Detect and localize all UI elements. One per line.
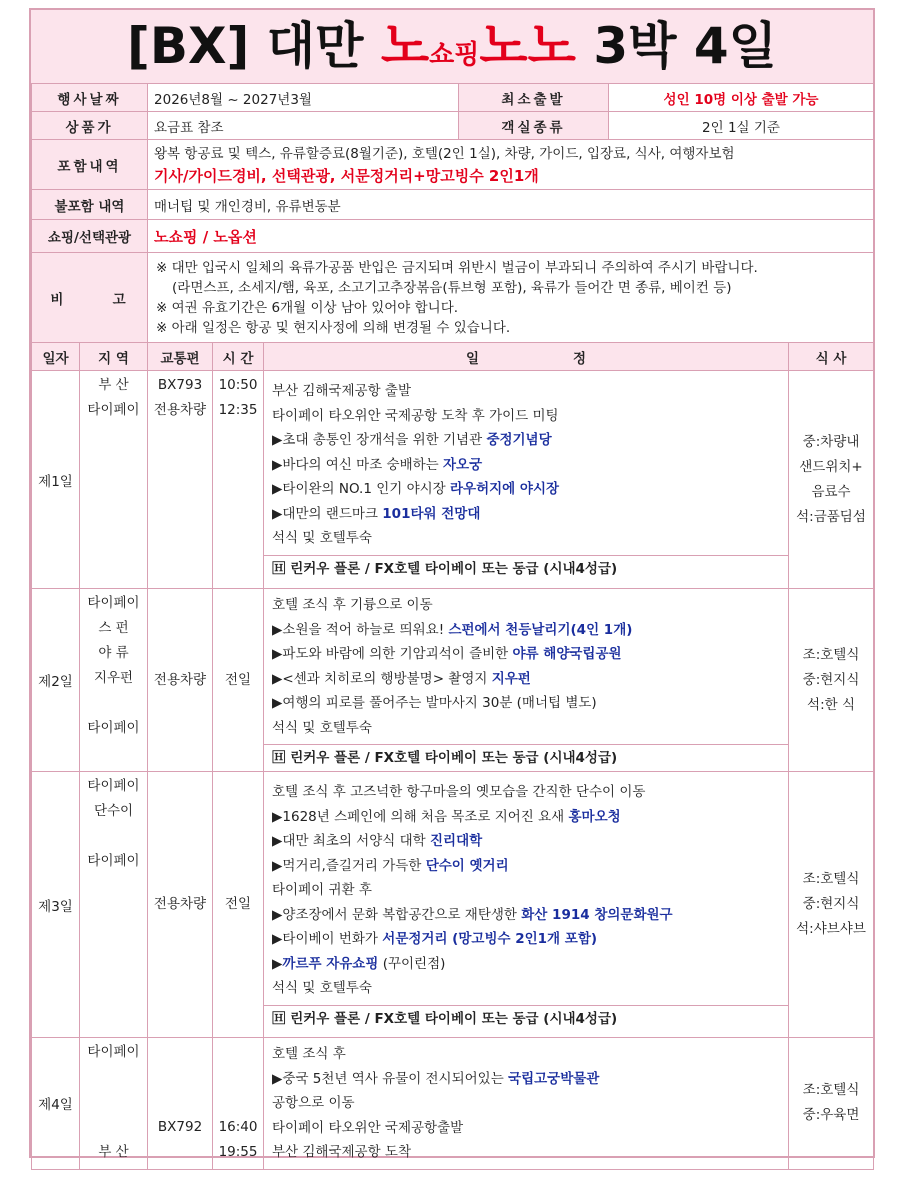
day-meal <box>789 772 874 1038</box>
day-transport <box>148 772 213 1038</box>
schedule-text: (꾸이린점) <box>378 955 446 972</box>
hotel-line: 🄷 린커우 플론 / FX호텔 타이베이 또는 동급 (시내4성급) <box>264 744 788 771</box>
day-row <box>32 371 874 589</box>
schedule-text: ▶파도와 바람에 의한 기암괴석이 즐비한 <box>272 646 513 662</box>
region-line: 타이페이 <box>87 778 140 794</box>
schedule-text: 타이페이 타오위안 국제공항출발 <box>272 1119 464 1136</box>
day-label: 제2일 <box>32 589 80 772</box>
region-line <box>82 1090 145 1115</box>
day-schedule <box>264 1038 789 1170</box>
region-line: 부 산 <box>98 1144 129 1160</box>
transport-line: BX793 <box>157 377 203 393</box>
time-line <box>215 1090 261 1115</box>
day-time <box>213 371 264 589</box>
note-line: ※ 여권 유효기간은 6개월 이상 남아 있어야 합니다. <box>156 299 459 316</box>
region-line: 타이페이 <box>87 1044 140 1060</box>
region-line <box>82 824 145 849</box>
meal-line: 중:현지식 <box>802 671 860 688</box>
header-day: 일자 <box>32 343 80 371</box>
schedule-highlight: 스펀에서 천등날리기(4인 1개) <box>448 621 633 638</box>
day-region <box>80 589 148 772</box>
region-line <box>82 1115 145 1140</box>
schedule-text: ▶먹거리,즐길거리 가득한 <box>272 857 426 874</box>
title-small: 쇼핑 <box>429 40 480 70</box>
region-line: 지우펀 <box>93 670 134 686</box>
day-label: 제1일 <box>32 371 80 589</box>
schedule-highlight: 단수이 옛거리 <box>425 857 509 874</box>
day-transport <box>148 371 213 589</box>
region-line: 타이페이 <box>87 720 140 736</box>
schedule-line <box>272 691 780 716</box>
hotel-line: 🄷 린커우 플론 / FX호텔 타이베이 또는 동급 (시내4성급) <box>264 1005 788 1032</box>
day-time <box>213 589 264 772</box>
schedule-text: ▶바다의 여신 마조 숭배하는 <box>272 456 444 473</box>
schedule-line <box>272 829 780 854</box>
time-line: 12:35 <box>218 402 258 418</box>
incl-red: 기사/가이드경비, 선택관광, 서문정거리+망고빙수 2인1개 <box>154 166 539 185</box>
time-line: 16:40 <box>218 1119 258 1135</box>
meal-line: 석:한 식 <box>807 696 855 713</box>
schedule-text: 호텔 조식 후 <box>272 1046 346 1062</box>
schedule-line <box>272 667 780 692</box>
title-prefix: [BX] 대만 <box>127 17 381 75</box>
schedule-highlight: 진리대학 <box>429 833 483 849</box>
schedule-highlight: 야류 해양국립공원 <box>512 646 622 662</box>
region-line: 타이페이 <box>87 595 140 611</box>
meal-line: 중:우육면 <box>802 1107 860 1124</box>
region-line: 부 산 <box>98 377 129 393</box>
schedule-text: ▶소원을 적어 하늘로 띄워요! <box>272 621 449 638</box>
shop-value: 노쇼핑 / 노옵션 <box>148 220 874 253</box>
schedule-text: ▶대만 최초의 서양식 대학 <box>272 833 430 849</box>
schedule-text: ▶타이베이 번화가 <box>272 931 383 947</box>
day-schedule <box>264 772 789 1038</box>
schedule-line <box>272 952 780 977</box>
schedule-line <box>272 1067 780 1092</box>
schedule-text: ▶<센과 치히로의 행방불명> 촬영지 <box>272 670 492 687</box>
schedule-line <box>272 976 780 1001</box>
schedule-highlight: 화산 1914 창의문화원구 <box>521 906 673 923</box>
schedule-line <box>272 903 780 928</box>
schedule-text: ▶중국 5천년 역사 유물이 전시되어있는 <box>272 1070 509 1087</box>
schedule-line <box>272 477 780 502</box>
notes-cell <box>148 253 874 343</box>
schedule-text: 타이페이 타오위안 국제공항 도착 후 가이드 미팅 <box>272 407 559 424</box>
region-line: 타이페이 <box>87 853 140 869</box>
schedule-line <box>272 642 780 667</box>
day-schedule <box>264 589 789 772</box>
min-value: 성인 10명 이상 출발 가능 <box>609 84 874 112</box>
schedule-highlight: 서문정거리 (망고빙수 2인1개 포함) <box>382 931 598 947</box>
schedule-text: ▶대만의 랜드마크 <box>272 505 383 522</box>
incl-value: 왕복 항공료 및 텍스, 유류할증료(8월기준), 호텔(2인 1실), 차량, 가이드, 입장료, 식사, 여행자보험 <box>154 145 735 162</box>
schedule-text: 부산 김해국제공항 도착 <box>272 1144 412 1160</box>
day-time <box>213 772 264 1038</box>
room-value: 2인 1실 기준 <box>609 112 874 140</box>
transport-line <box>150 1065 210 1090</box>
schedule-line <box>272 1091 780 1116</box>
schedule-header <box>32 343 874 371</box>
page-title <box>31 10 873 84</box>
schedule-text: 공항으로 이동 <box>272 1095 355 1111</box>
price-value: 요금표 참조 <box>148 112 459 140</box>
note-line: (라면스프, 소세지/햄, 육포, 소고기고추장볶음(튜브형 포함), 육류가 들어간 면 종류, 베이컨 등) <box>172 279 732 296</box>
schedule-line <box>272 878 780 903</box>
schedule-line <box>272 404 780 429</box>
transport-line <box>150 1140 210 1165</box>
meal-line: 석:금품딤섬 <box>796 508 866 525</box>
price-label: 상품가 <box>32 112 148 140</box>
itinerary-table <box>31 83 874 1170</box>
date-value: 2026년8월 ~ 2027년3월 <box>148 84 459 112</box>
schedule-text: 부산 김해국제공항 출발 <box>272 383 412 399</box>
incl-label: 포함내역 <box>32 140 148 190</box>
region-line: 야 류 <box>98 645 129 661</box>
region-line <box>82 1065 145 1090</box>
schedule-line <box>272 1042 780 1067</box>
excl-value: 매너팁 및 개인경비, 유류변동분 <box>148 190 874 220</box>
day-schedule <box>264 371 789 589</box>
schedule-text: ▶타이완의 NO.1 인기 야시장 <box>272 481 450 497</box>
meal-line: 중:현지식 <box>802 896 860 912</box>
schedule-text: ▶초대 총통인 장개석을 위한 기념관 <box>272 432 487 448</box>
schedule-text: ▶양조장에서 문화 복합공간으로 재탄생한 <box>272 906 522 923</box>
transport-line: 전용차량 <box>153 402 207 418</box>
schedule-line <box>272 927 780 952</box>
region-line: 단수이 <box>93 803 134 819</box>
note-label: 비 고 <box>32 253 148 343</box>
schedule-line <box>272 453 780 478</box>
title-red-1: 노 <box>380 17 430 75</box>
title-suffix: 3박 4일 <box>575 17 777 75</box>
schedule-highlight: 중정기념당 <box>486 432 552 448</box>
day-label: 제3일 <box>32 772 80 1038</box>
title-red-2: 노노 <box>479 17 576 75</box>
day-transport <box>148 589 213 772</box>
meal-line: 조:호텔식 <box>802 646 860 663</box>
min-label: 최소출발 <box>459 84 609 112</box>
schedule-line <box>272 1140 780 1165</box>
note-line: ※ 대만 입국시 일체의 육류가공품 반입은 금지되며 위반시 벌금이 부과되니 주의하여 주시기 바랍니다. <box>156 259 758 276</box>
day-label: 제4일 <box>32 1038 80 1170</box>
incl-cell <box>148 140 874 190</box>
region-line: 타이페이 <box>87 402 140 418</box>
schedule-line <box>272 379 780 404</box>
note-line: ※ 아래 일정은 항공 및 현지사정에 의해 변경될 수 있습니다. <box>156 319 511 336</box>
meal-line: 석:샤브샤브 <box>796 921 866 937</box>
schedule-highlight: 자오궁 <box>443 456 483 473</box>
schedule-text: ▶1628년 스페인에 의해 처음 목조로 지어진 요새 <box>272 808 569 825</box>
day-row <box>32 589 874 772</box>
schedule-text: ▶여행의 피로를 풀어주는 발마사지 30분 (매너팁 별도) <box>272 695 597 711</box>
region-line <box>82 691 145 716</box>
day-region <box>80 1038 148 1170</box>
schedule-line <box>272 1116 780 1141</box>
schedule-text: 석식 및 호텔투숙 <box>272 980 372 996</box>
day-meal <box>789 371 874 589</box>
region-line: 스 펀 <box>98 620 129 636</box>
schedule-line <box>272 428 780 453</box>
schedule-line <box>272 593 780 618</box>
time-line <box>215 1040 261 1065</box>
header-transport: 교통편 <box>148 343 213 371</box>
day-region <box>80 772 148 1038</box>
hotel-line: 🄷 린커우 플론 / FX호텔 타이베이 또는 동급 (시내4성급) <box>264 555 788 582</box>
schedule-line <box>272 526 780 551</box>
schedule-highlight: 홍마오청 <box>568 808 621 825</box>
day-meal <box>789 1038 874 1170</box>
header-time: 시 간 <box>213 343 264 371</box>
time-line: 전일 <box>224 671 252 688</box>
header-schedule: 일 정 <box>264 343 789 371</box>
transport-line: 전용차량 <box>153 896 207 912</box>
day-row <box>32 1038 874 1170</box>
shop-label: 쇼핑/선택관광 <box>32 220 148 253</box>
schedule-highlight: 까르푸 자유쇼핑 <box>282 955 379 972</box>
excl-label: 불포함 내역 <box>32 190 148 220</box>
meal-line: 중:차량내 <box>802 433 860 450</box>
schedule-highlight: 지우펀 <box>491 670 531 687</box>
schedule-highlight: 101타워 전망대 <box>382 505 481 522</box>
day-region <box>80 371 148 589</box>
transport-line <box>150 1040 210 1065</box>
transport-line: BX792 <box>157 1119 203 1135</box>
time-line: 전일 <box>224 896 252 912</box>
schedule-text: ▶ <box>272 955 283 972</box>
schedule-highlight: 국립고궁박물관 <box>508 1070 600 1087</box>
header-region: 지 역 <box>80 343 148 371</box>
schedule-line <box>272 502 780 527</box>
schedule-text: 석식 및 호텔투숙 <box>272 530 372 546</box>
time-line: 10:50 <box>218 377 258 393</box>
time-line: 19:55 <box>218 1144 258 1160</box>
day-row <box>32 772 874 1038</box>
schedule-text: 석식 및 호텔투숙 <box>272 719 372 736</box>
transport-line <box>150 1090 210 1115</box>
date-label: 행사날짜 <box>32 84 148 112</box>
time-line <box>215 1065 261 1090</box>
meal-line: 샌드위치+ <box>799 458 863 475</box>
schedule-text: 호텔 조식 후 기륭으로 이동 <box>272 597 433 613</box>
schedule-text: 타이페이 귀환 후 <box>272 882 372 898</box>
schedule-line <box>272 780 780 805</box>
schedule-highlight: 라우허지에 야시장 <box>450 481 560 497</box>
meal-line: 조:호텔식 <box>802 871 860 887</box>
transport-line: 전용차량 <box>153 671 207 688</box>
day-transport <box>148 1038 213 1170</box>
schedule-line <box>272 854 780 879</box>
meal-line: 음료수 <box>811 483 851 500</box>
room-label: 객실종류 <box>459 112 609 140</box>
meal-line: 조:호텔식 <box>802 1082 860 1099</box>
header-meal: 식 사 <box>789 343 874 371</box>
schedule-line <box>272 716 780 741</box>
day-meal <box>789 589 874 772</box>
schedule-text: 호텔 조식 후 고즈넉한 항구마을의 옛모습을 간직한 단수이 이동 <box>272 784 646 800</box>
schedule-line <box>272 618 780 643</box>
day-time <box>213 1038 264 1170</box>
schedule-line <box>272 805 780 830</box>
